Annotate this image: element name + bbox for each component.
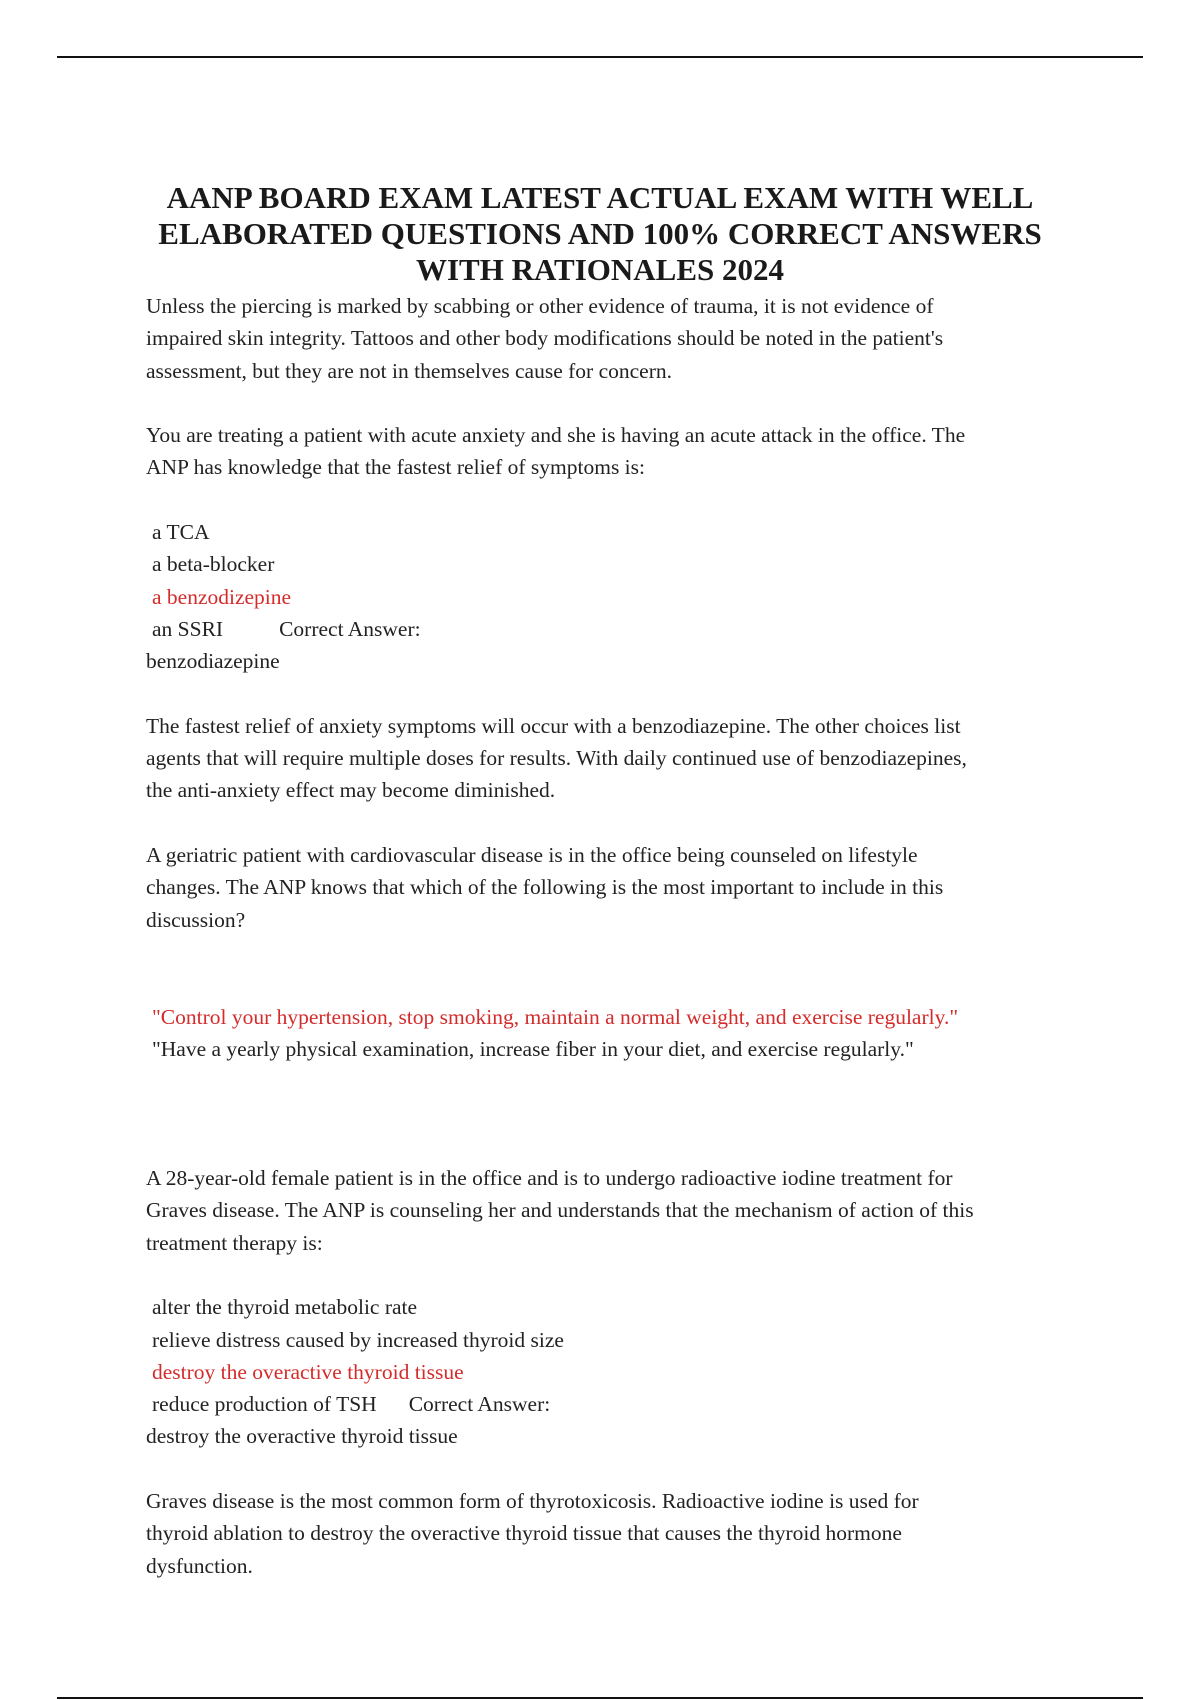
q3-option: relieve distress caused by increased thyroid size — [152, 1327, 564, 1352]
q2-question-line: discussion? — [146, 907, 246, 932]
q3-question-line: treatment therapy is: — [146, 1230, 323, 1255]
q3-option: alter the thyroid metabolic rate — [152, 1295, 418, 1320]
q1-question-line: You are treating a patient with acute anxiety and she is having an acute attack in the office. The — [146, 423, 966, 448]
q1-correct-answer-value: benzodiazepine — [146, 649, 280, 674]
q2-question-line: A geriatric patient with cardiovascular disease is in the office being counseled on lifestyle — [146, 843, 918, 868]
q3-option: reduce production of TSH — [152, 1392, 377, 1417]
q1-correct-answer-label: Correct Answer: — [279, 616, 421, 641]
footer-rule — [57, 1697, 1143, 1699]
document-title — [60, 180, 1140, 288]
title-line: WITH RATIONALES 2024 — [415, 252, 785, 287]
q3-option-row — [146, 1388, 1106, 1420]
q1-question-line: ANP has knowledge that the fastest relief of symptoms is: — [146, 455, 645, 480]
q1-option: a TCA — [152, 520, 210, 545]
q2-question-line: changes. The ANP knows that which of the following is the most important to include in this — [146, 875, 944, 900]
q1-rationale-line: The fastest relief of anxiety symptoms will occur with a benzodiazepine. The other choices list — [146, 713, 961, 738]
q2-option: "Have a yearly physical examination, increase fiber in your diet, and exercise regularly." — [152, 1036, 914, 1061]
q3-correct-answer-value: destroy the overactive thyroid tissue — [146, 1424, 458, 1449]
q3-question-line: A 28-year-old female patient is in the office and is to undergo radioactive iodine treatment for — [146, 1166, 953, 1191]
q3-rationale-line: thyroid ablation to destroy the overactive thyroid tissue that causes the thyroid hormone — [146, 1521, 902, 1546]
document-body — [146, 290, 1106, 1582]
q3-option-highlighted: destroy the overactive thyroid tissue — [152, 1359, 464, 1384]
q3-rationale-line: dysfunction. — [146, 1553, 253, 1578]
q1-option: an SSRI — [152, 616, 224, 641]
title-line: AANP BOARD EXAM LATEST ACTUAL EXAM WITH WELL — [166, 180, 1034, 215]
intro-line: assessment, but they are not in themselves cause for concern. — [146, 358, 672, 383]
q3-correct-answer-label: Correct Answer: — [408, 1392, 551, 1417]
intro-line: Unless the piercing is marked by scabbing or other evidence of trauma, it is not evidence of — [146, 294, 934, 318]
q1-rationale-line: the anti-anxiety effect may become diminished. — [146, 778, 556, 803]
q1-option-row — [146, 613, 1106, 645]
title-line: ELABORATED QUESTIONS AND 100% CORRECT ANSWERS — [158, 216, 1042, 251]
q1-rationale-line: agents that will require multiple doses for results. With daily continued use of benzodiazepines, — [146, 746, 967, 771]
intro-line: impaired skin integrity. Tattoos and other body modifications should be noted in the patient's — [146, 326, 944, 351]
q3-question-line: Graves disease. The ANP is counseling her and understands that the mechanism of action of this — [146, 1198, 974, 1223]
q1-option-highlighted: a benzodizepine — [152, 584, 292, 609]
q2-option-highlighted: "Control your hypertension, stop smoking, maintain a normal weight, and exercise regularly." — [152, 1004, 959, 1029]
header-rule — [57, 56, 1143, 58]
q1-option: a beta-blocker — [152, 552, 275, 577]
q3-rationale-line: Graves disease is the most common form of thyrotoxicosis. Radioactive iodine is used for — [146, 1488, 919, 1513]
